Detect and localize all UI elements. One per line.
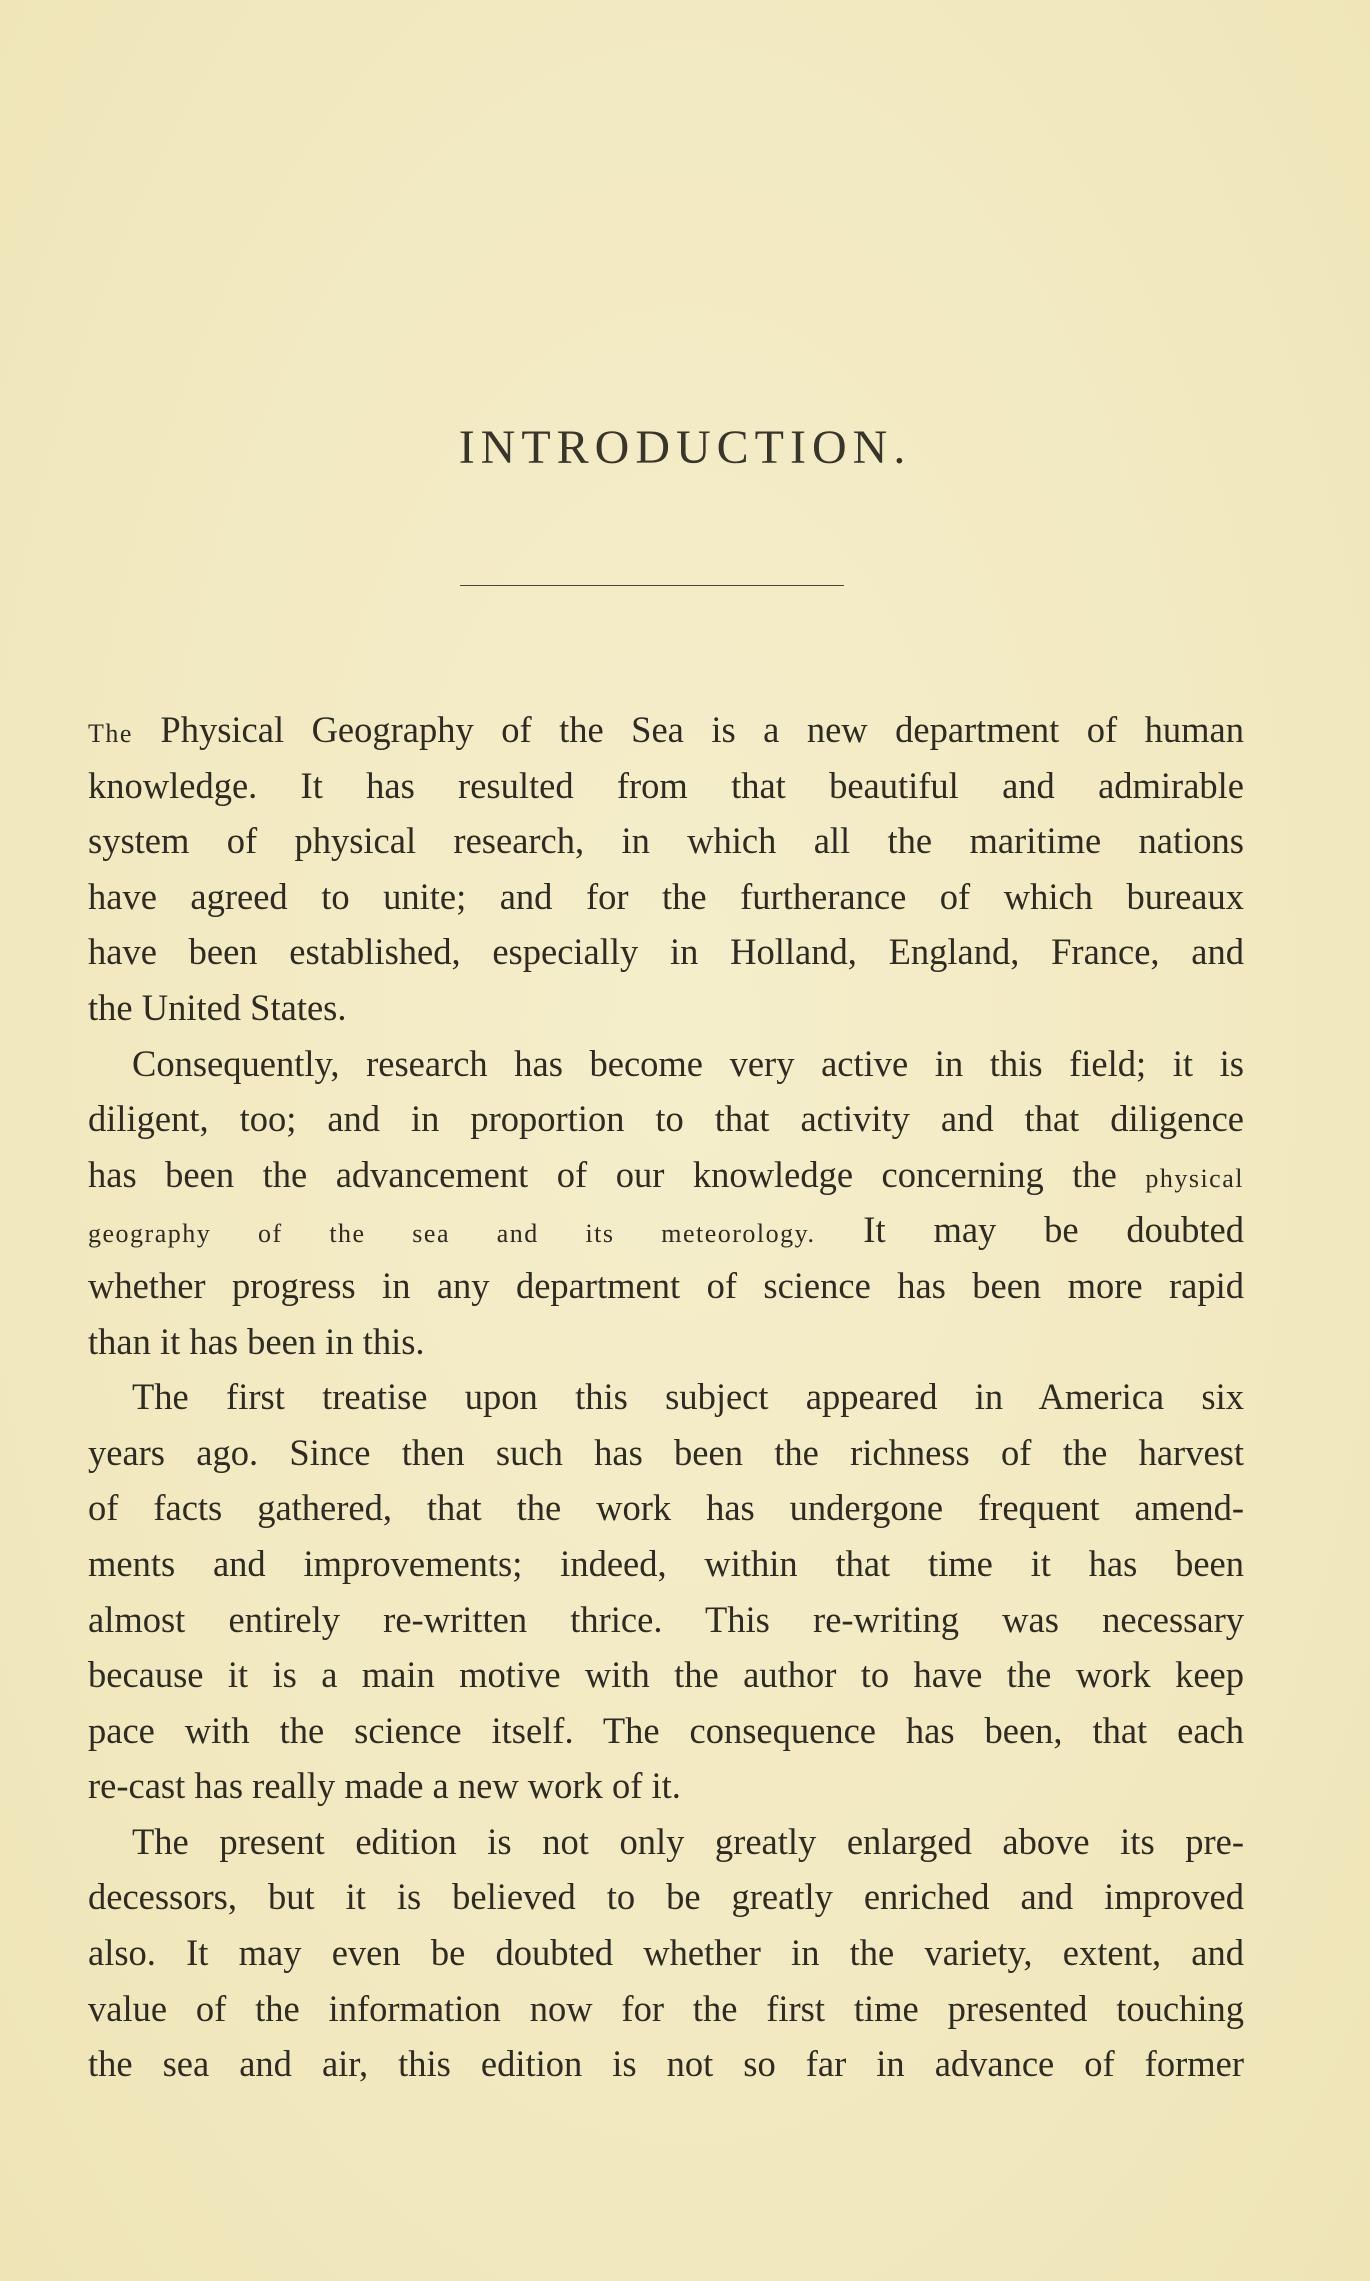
text-line: the United States.	[88, 986, 347, 1028]
text-line: decessors, but it is believed to be greatly enriched and improved	[88, 1876, 1244, 1918]
text-line: also. It may even be doubted whether in the variety, extent, and	[88, 1932, 1244, 1974]
text-line: ments and improvements; indeed, within that time it has been	[88, 1542, 1244, 1584]
title-divider	[460, 585, 844, 586]
small-caps-phrase: physical	[1145, 1163, 1244, 1193]
text-line: have been established, especially in Holland, England, France, and	[88, 931, 1244, 973]
text-line: pace with the science itself. The consequence has been, that each	[88, 1709, 1244, 1751]
text-line: has been the advancement of our knowledge concerning the physical	[88, 1153, 1244, 1195]
small-caps-word: The	[88, 719, 133, 748]
chapter-title: INTRODUCTION.	[458, 421, 912, 475]
text-line: whether progress in any department of science has been more rapid	[88, 1264, 1244, 1306]
text-line: than it has been in this.	[88, 1320, 425, 1362]
body-text	[88, 702, 1244, 2092]
text-line: years ago. Since then such has been the richness of the harvest	[88, 1431, 1244, 1473]
text-line: of facts gathered, that the work has undergone frequent amend-	[88, 1487, 1244, 1529]
text-line: re-cast has really made a new work of it.	[88, 1765, 681, 1807]
text-line: value of the information now for the first time presented touching	[88, 1987, 1244, 2029]
small-caps-phrase: geography of the sea and its meteorology.	[88, 1219, 816, 1249]
text-line: The present edition is not only greatly enlarged above its pre-	[132, 1820, 1244, 1862]
text-line: The Physical Geography of the Sea is a new department of human	[88, 709, 1244, 750]
text-line: geography of the sea and its meteorology. It may be doubted	[88, 1209, 1244, 1251]
text-line: Consequently, research has become very active in this field; it is	[132, 1042, 1244, 1084]
text-line: diligent, too; and in proportion to that activity and that diligence	[88, 1098, 1244, 1140]
text-line: the sea and air, this edition is not so far in advance of former	[88, 2043, 1244, 2085]
text-line: have agreed to unite; and for the furtherance of which bureaux	[88, 875, 1244, 917]
text-line: because it is a main motive with the author to have the work keep	[88, 1654, 1244, 1696]
text-line: almost entirely re-written thrice. This re-writing was necessary	[88, 1598, 1244, 1640]
text-line: system of physical research, in which all the maritime nations	[88, 820, 1244, 862]
text-line: The first treatise upon this subject appeared in America six	[132, 1376, 1244, 1418]
text-line: knowledge. It has resulted from that beautiful and admirable	[88, 764, 1244, 806]
